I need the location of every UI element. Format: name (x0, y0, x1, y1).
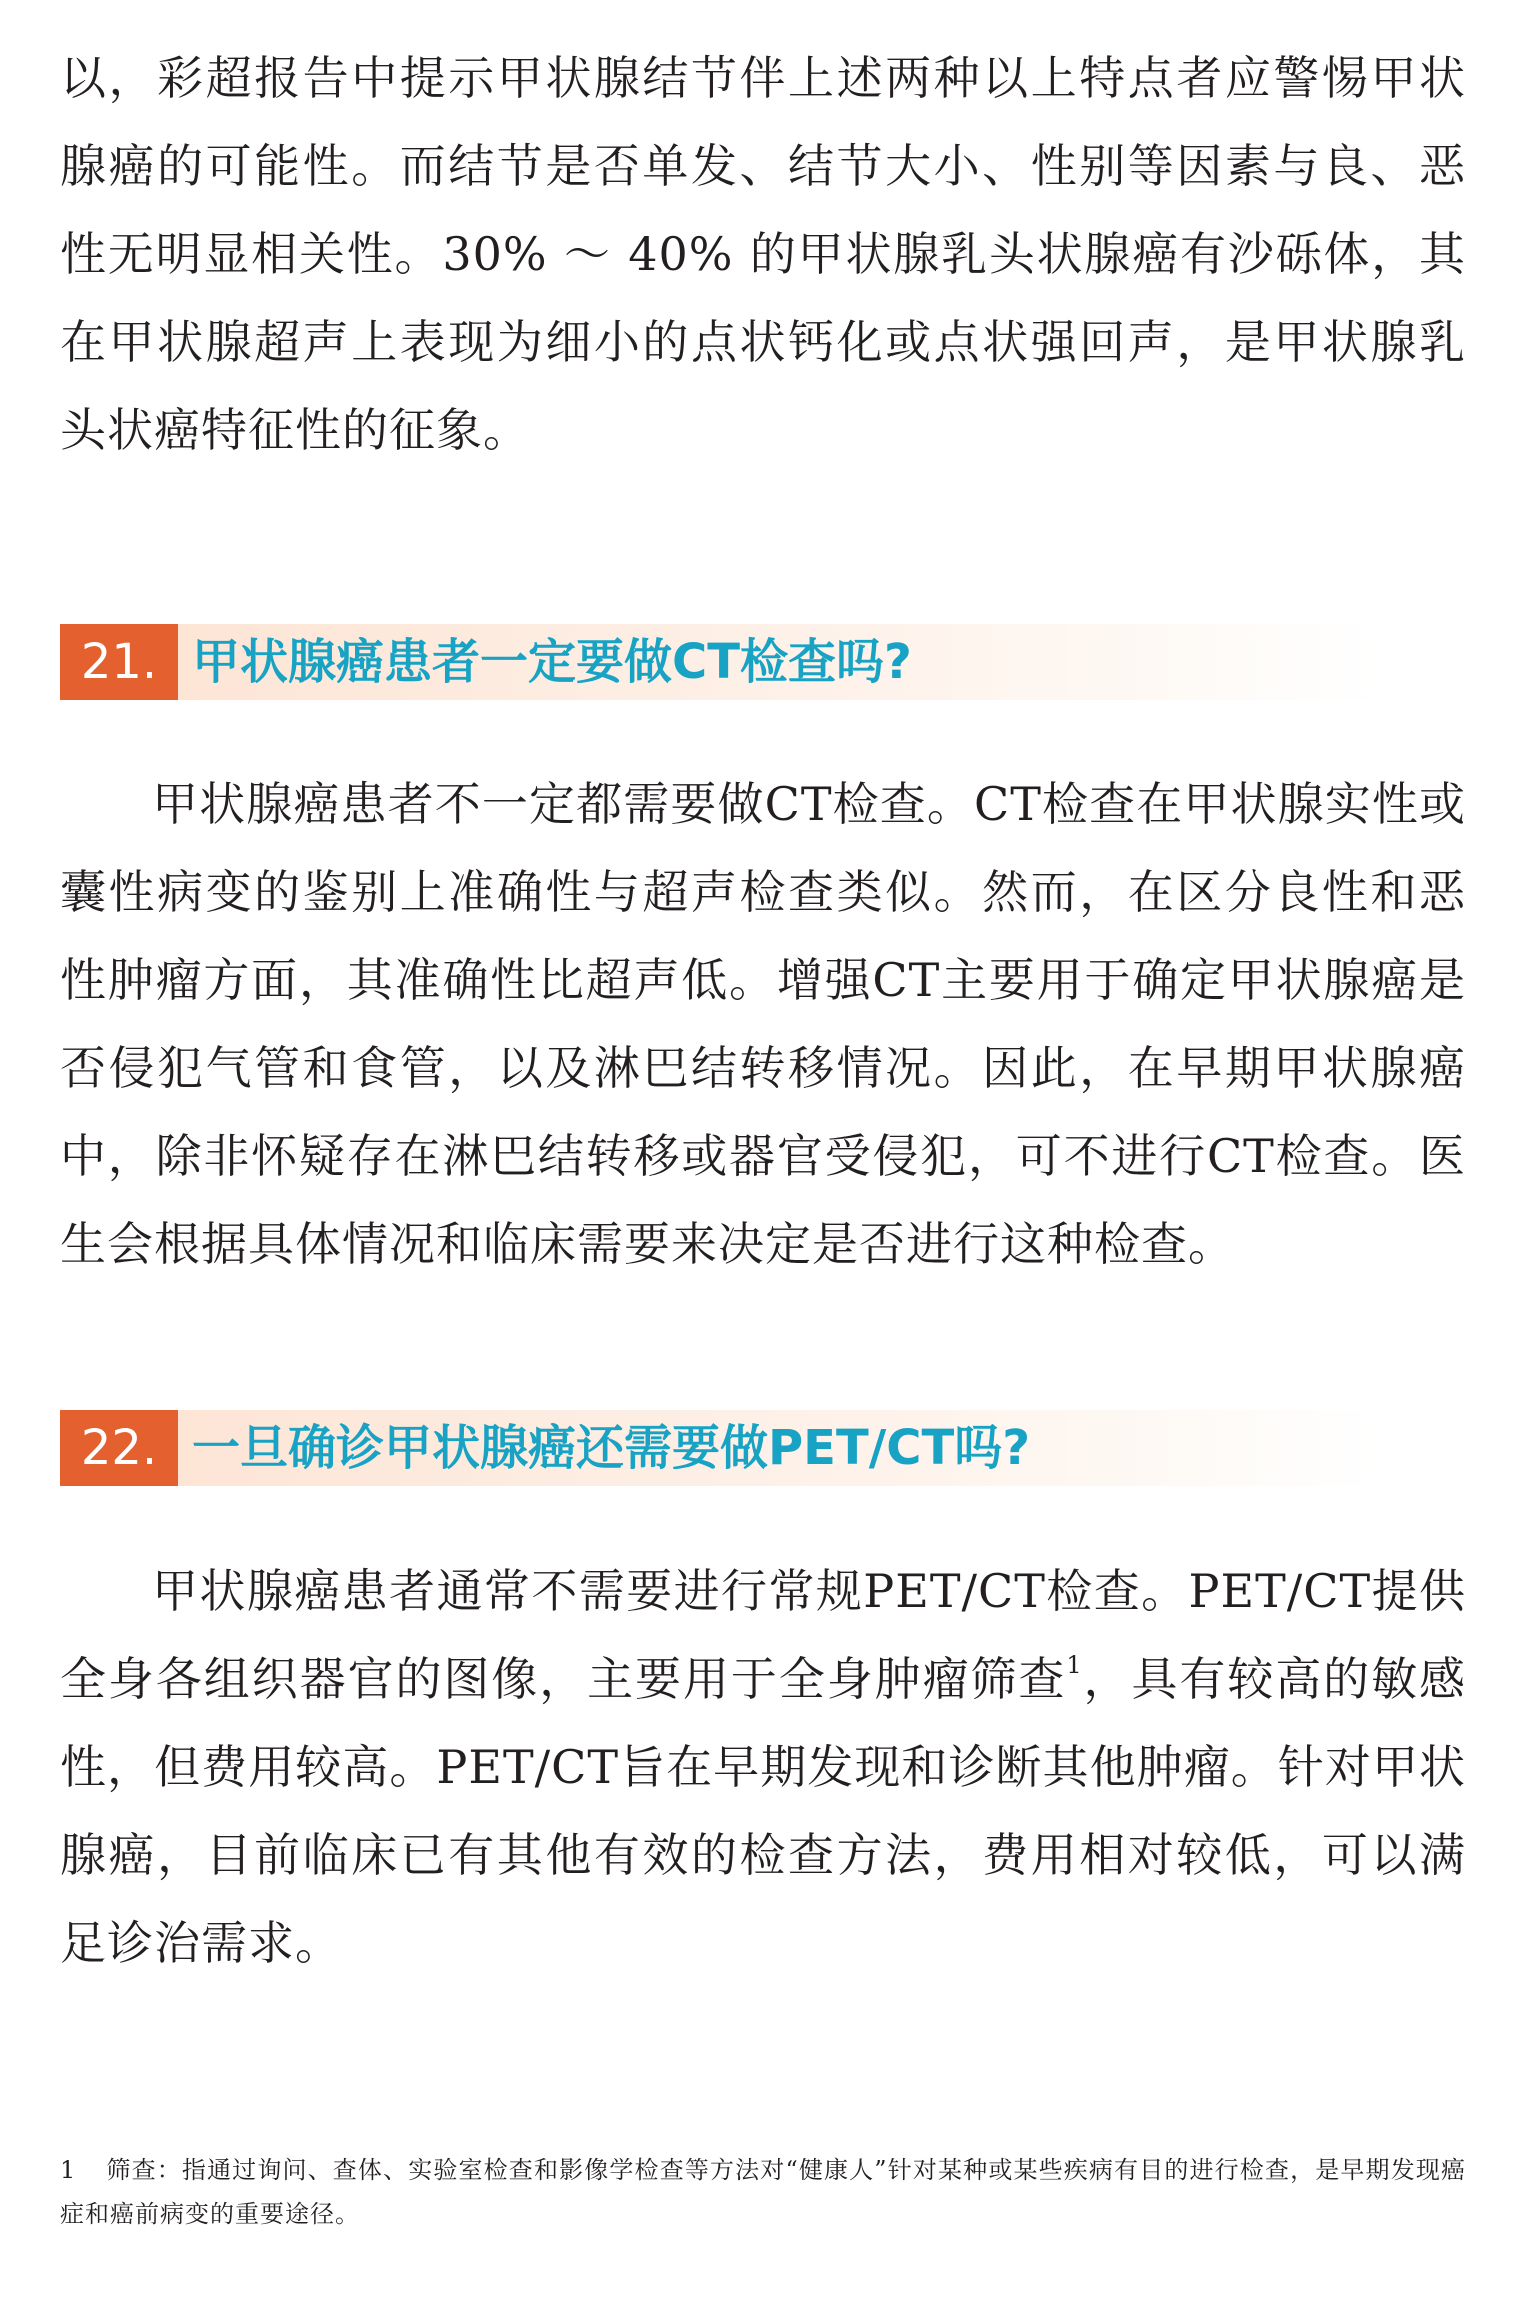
section-heading-22 (60, 1410, 1380, 1486)
section-22-text-part2: ，具有较高的敏感性，但费用较高。PET/CT旨在早期发现和诊断其他肿瘤。针对甲状腺癌，目前临床已有其他有效的检查方法，费用相对较低，可以满足诊治需求。 (60, 1652, 1467, 1970)
section-number-22: 22. (60, 1410, 178, 1486)
section-title-22: 一旦确诊甲状腺癌还需要做PET/CT吗? (192, 1420, 1031, 1476)
section-number-21: 21. (60, 624, 178, 700)
footnote-text: 筛查：指通过询问、查体、实验室检查和影像学检查等方法对“健康人”针对某种或某些疾病有目的进行检查，是早期发现癌症和癌前病变的重要途径。 (60, 2156, 1466, 2228)
footnote (60, 2148, 1466, 2236)
footnote-reference: 1 (1066, 1651, 1083, 1679)
section-21-paragraph: 甲状腺癌患者不一定都需要做CT检查。CT检查在甲状腺实性或囊性病变的鉴别上准确性与超声检查类似。然而，在区分良性和恶性肿瘤方面，其准确性比超声低。增强CT主要用于确定甲状腺癌是否侵犯气管和食管，以及淋巴结转移情况。因此，在早期甲状腺癌中，除非怀疑存在淋巴结转移或器官受侵犯，可不进行CT检查。医生会根据具体情况和临床需要来决定是否进行这种检查。 (60, 777, 1466, 1271)
section-22-text-part1: 甲状腺癌患者通常不需要进行常规PET/CT检查。PET/CT提供全身各组织器官的图像，主要用于全身肿瘤筛查 (60, 1564, 1466, 1706)
footnote-mark: 1 (60, 2156, 77, 2184)
section-heading-21 (60, 624, 1380, 700)
section-title-21: 甲状腺癌患者一定要做CT检查吗? (192, 634, 912, 690)
section-22-paragraph (60, 1547, 1466, 1987)
intro-paragraph: 以，彩超报告中提示甲状腺结节伴上述两种以上特点者应警惕甲状腺癌的可能性。而结节是否单发、结节大小、性别等因素与良、恶性无明显相关性。30% ～ 40% 的甲状腺乳头状腺癌有沙砾体，其在甲状腺超声上表现为细小的点状钙化或点状强回声，是甲状腺乳头状癌特征性的征象。 (60, 51, 1466, 457)
